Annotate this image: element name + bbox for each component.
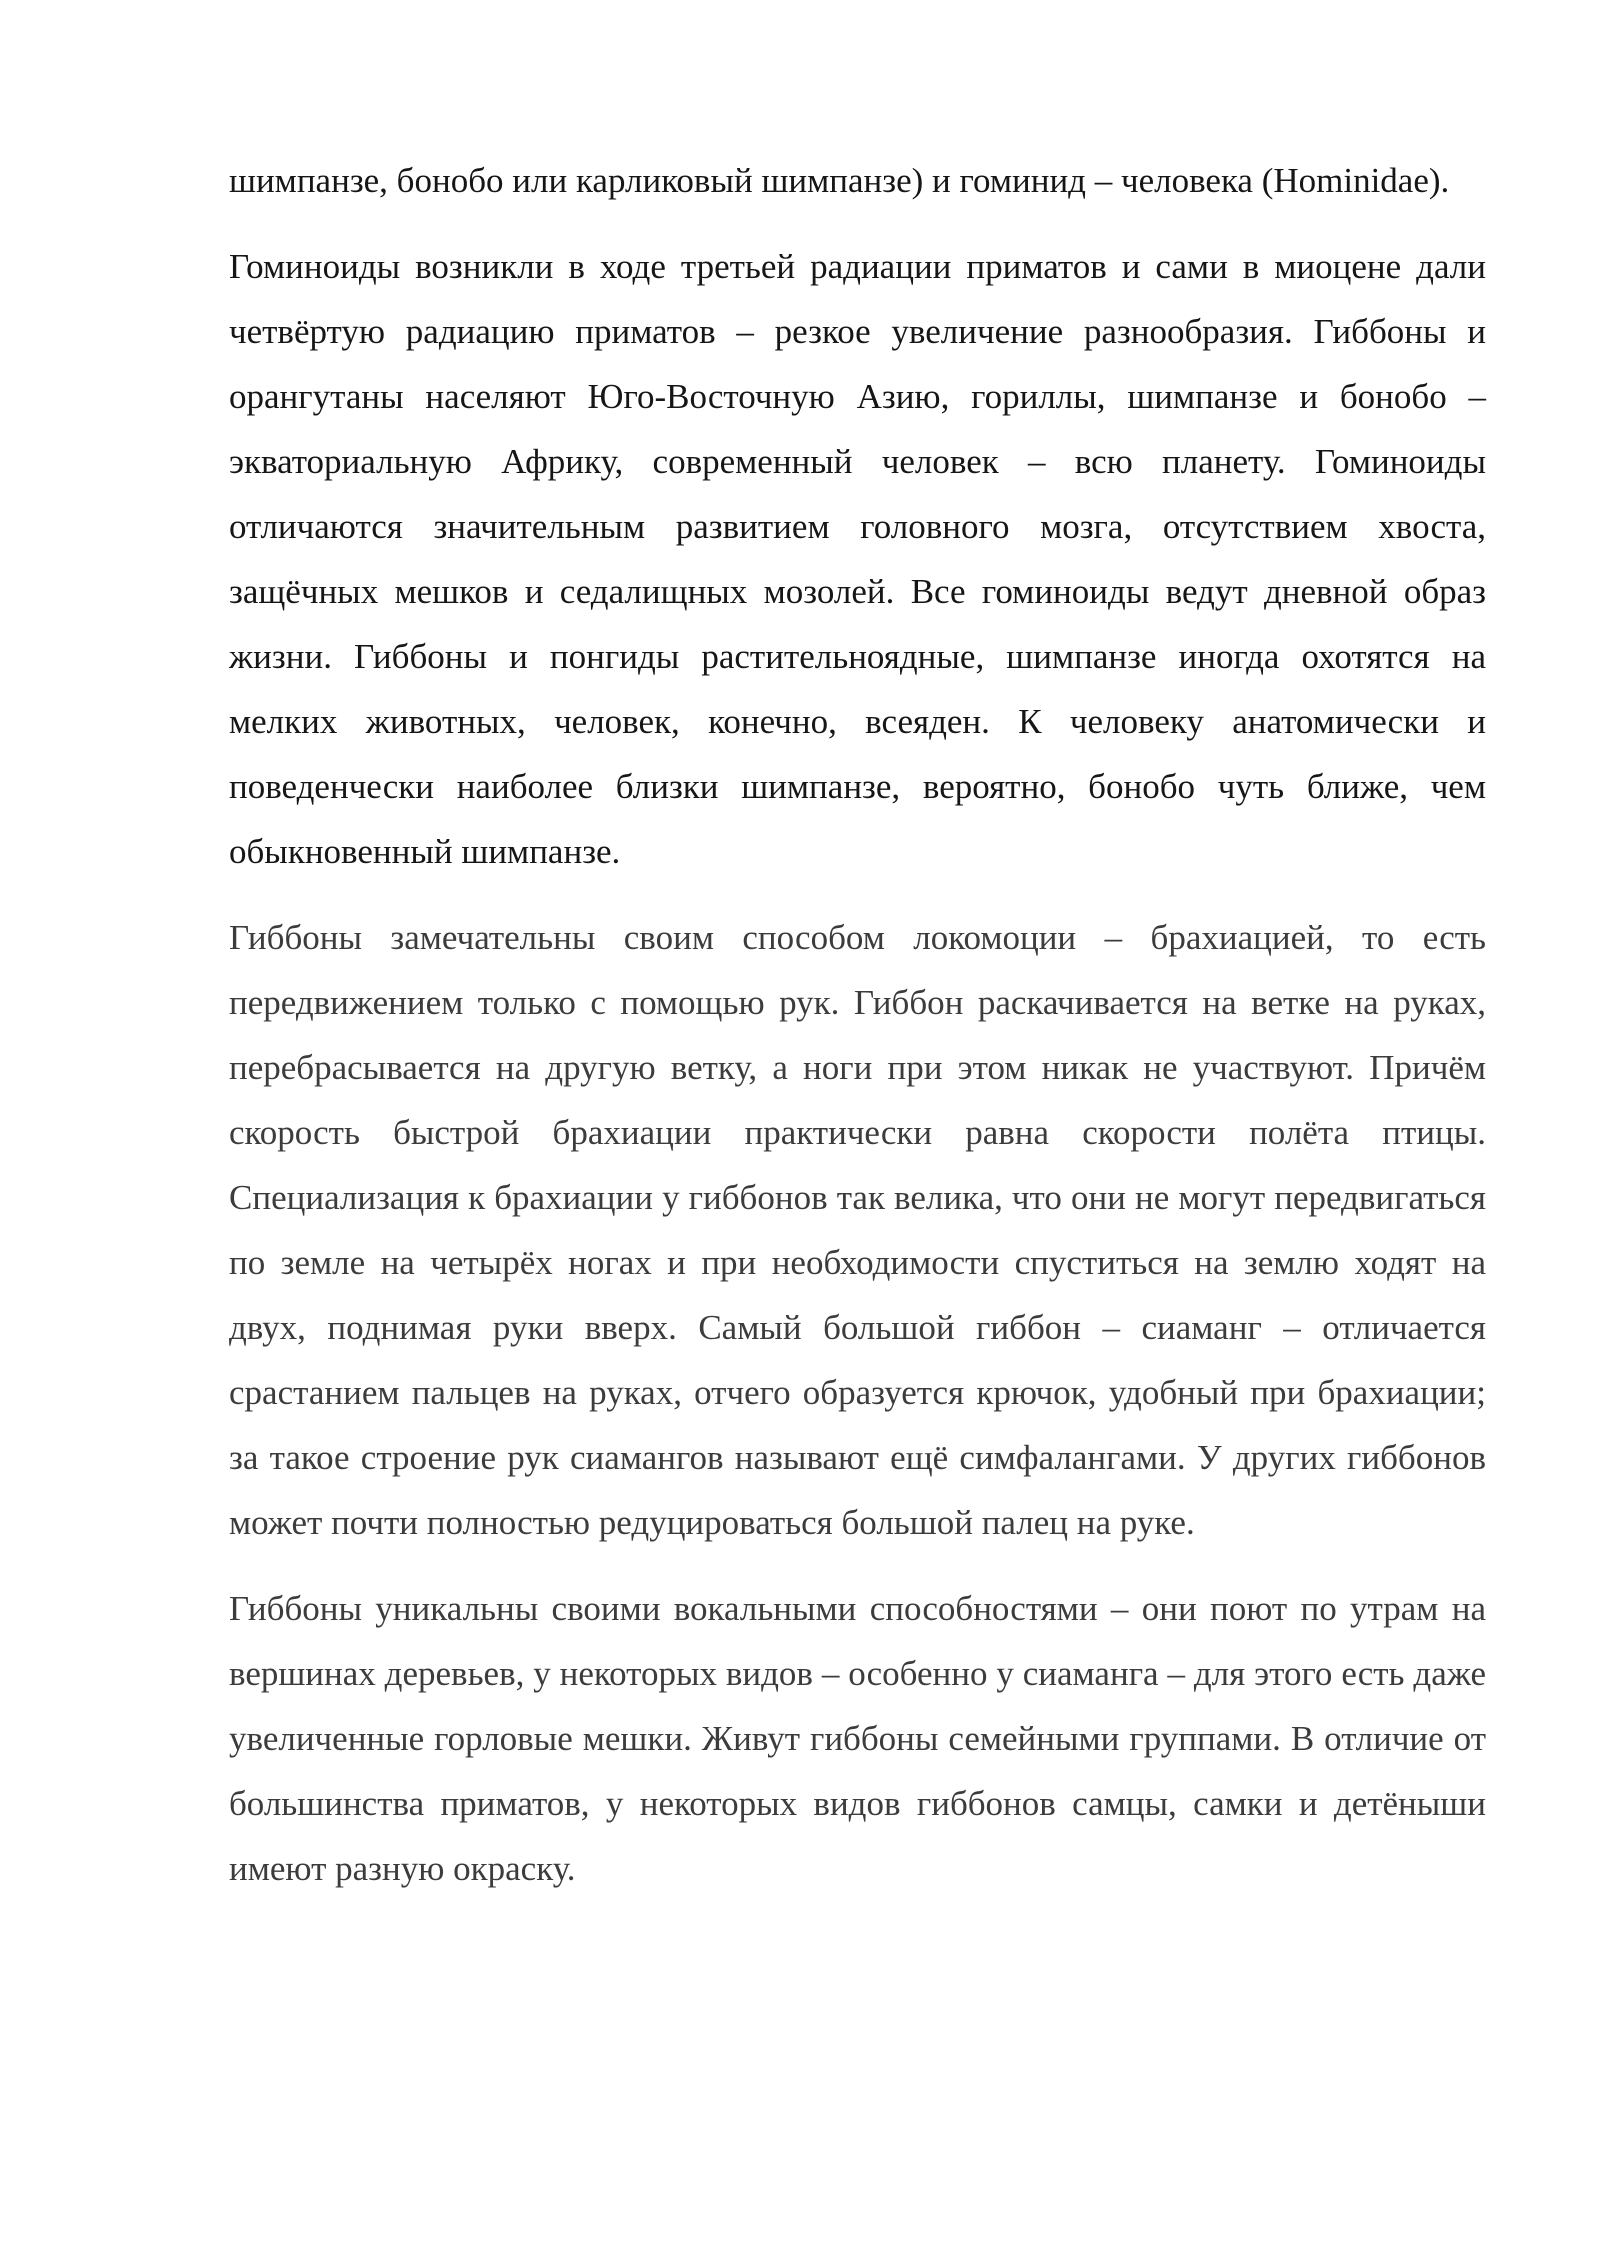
paragraph-gibbon-vocal: Гиббоны уникальны своими вокальными способностями – они поют по утрам на вершинах деревьев, у некоторых видов – особенно у сиаманга – для этого есть даже увеличенные горловые мешки. Живут гиббоны семейными группами. В отличие от большинства приматов, у некоторых видов гиббонов самцы, самки и детёныши имеют разную окраску. xyxy=(229,1589,1486,1888)
paragraph-hominoids-overview: Гоминоиды возникли в ходе третьей радиации приматов и сами в миоцене дали четвёртую радиацию приматов – резкое увеличение разнообразия. Гиббоны и орангутаны населяют Юго-Восточную Азию, гориллы, шимпанзе и бонобо – экваториальную Африку, современный человек – всю планету. Гоминоиды отличаются значительным развитием головного мозга, отсутствием хвоста, защёчных мешков и седалищных мозолей. Все гоминоиды ведут дневной образ жизни. Гиббоны и понгиды растительноядные, шимпанзе иногда охотятся на мелких животных, человек, конечно, всеяден. К человеку анатомически и поведенчески наиболее близки шимпанзе, вероятно, бонобо чуть ближе, чем обыкновенный шимпанзе. xyxy=(229,247,1486,871)
paragraph-hominidae-continuation: шимпанзе, бонобо или карликовый шимпанзе) и гоминид – человека (Hominidae). xyxy=(229,161,1450,200)
paragraph-gibbon-brachiation: Гиббоны замечательны своим способом локомоции – брахиацией, то есть передвижением только с помощью рук. Гиббон раскачивается на ветке на руках, перебрасывается на другую ветку, а ноги при этом никак не участвуют. Причём скорость быстрой брахиации практически равна скорости полёта птицы. Специализация к брахиации у гиббонов так велика, что они не могут передвигаться по земле на четырёх ногах и при необходимости спуститься на землю ходят на двух, поднимая руки вверх. Самый большой гиббон – сиаманг – отличается срастанием пальцев на руках, отчего образуется крючок, удобный при брахиации; за такое строение рук сиамангов называют ещё симфалангами. У других гиббонов может почти полностью редуцироваться большой палец на руке. xyxy=(229,918,1486,1542)
document-body xyxy=(229,148,1486,1922)
